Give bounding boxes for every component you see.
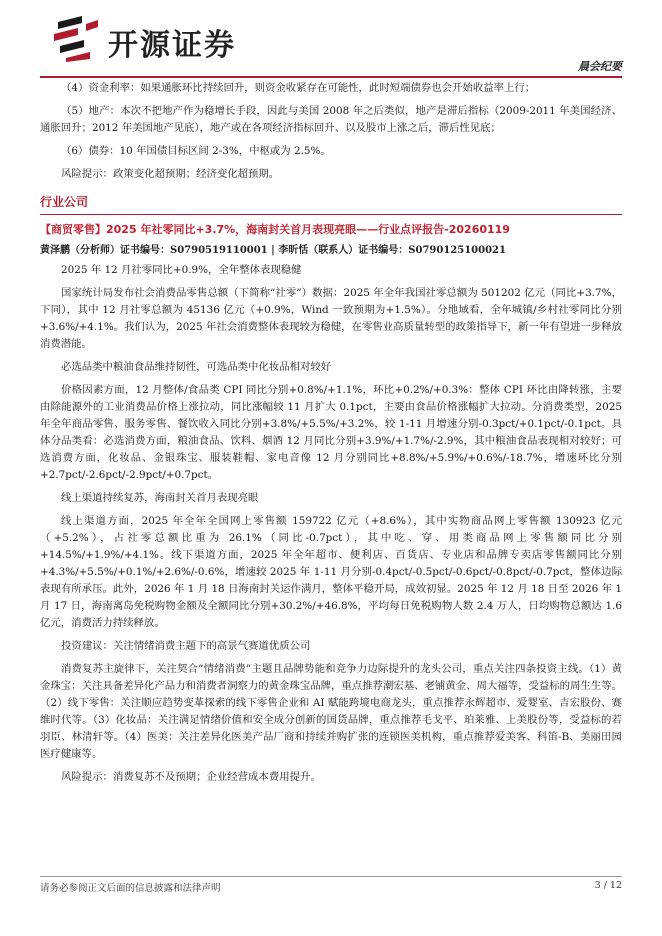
page-header xyxy=(0,0,662,78)
logo-text: 开源证券 xyxy=(108,28,236,63)
macro-point-4: （4）资金利率：如果通胀环比持续回升，则资金收紧存在可能性，此时短端债券也会开始收益率上行； xyxy=(61,82,536,94)
article-paragraph-4: 消费复苏主旋律下，关注契合“情绪消费”主题且品牌势能和竞争力边际提升的龙头公司，重点关注四条投资主线。（1）黄金珠宝：关注具备差异化产品力和消费者洞察力的黄金珠宝品牌，重点推荐潮宏基、老铺黄金、周大福等，受益标的周生生等。（2）线下零售：关注顺应趋势变革探索的线下零售企业和 AI 赋能跨境电商龙头，重点推荐永辉超市、爱婴室、吉宏股份、赛维时代等。（3）化妆品：关注满足情绪价值和安全成分创新的国货品牌，重点推荐毛戈平、珀莱雅、上美股份等，受益标的若羽臣、林清轩等。（4）医美：关注差异化医美产品厂商和持续并购扩张的连锁医美机构，重点推荐爱美客、科笛-B、美丽田园医疗健康等。 xyxy=(40,663,622,760)
section-title: 行业公司 xyxy=(40,193,622,215)
footer-divider xyxy=(40,876,622,877)
article-paragraph-3: 线上渠道方面，2025 年全年全国网上零售额 159722 亿元（+8.6%），其中实物商品网上零售额 130923 亿元（+5.2%），占社零总额比重为 26.1%（同比-0.7pct），其中吃、穿、用类商品网上零售额同比分别+14.5%/+1.9%/+4.1%。线下渠道方面，2025 年全年超市、便利店、百货店、专业店和品牌专卖店零售额同比分别+4.3%/+5.5%/+0.1%/+2.6%/-0.6%，增速较 2025 年 1-11 月分别-0.4pct/-0.5pct/-0.6pct/-0.8pct/-0.7pct，整体边际表现有所承压。此外，2026 年 1 月 18 日海南封关运作满月，整体平稳开局，成效初显。2025 年 12 月 18 日至 2026 年 1 月 17 日，海南离岛免税购物金额及全额同比分别+30.2%/+46.8%，平均每日免税购物人数 2.4 万人，日均购物总额达 1.6 亿元，消费活力持续释放。 xyxy=(40,515,622,629)
article-subheading-4: 投资建议：关注情绪消费主题下的高景气赛道优质公司 xyxy=(61,640,311,652)
article-paragraph-1: 国家统计局发布社会消费品零售总额（下简称“社零”）数据：2025 年全年我国社零总额为 501202 亿元（同比+3.7%，下同），其中 12 月社零总额为 45136 亿元（+0.9%，Wind 一致预期为+1.5%）。分地域看，全年城镇/乡村社零同比分别+3.6%/+4.1%。我们认为，2025 年社会消费整体表现较为稳健，在零售业高质量转型的政策指导下，新一年有望进一步释放消费潜能。 xyxy=(40,287,622,350)
kaiyuan-logo-icon xyxy=(52,14,104,62)
page-number: 3 / 12 xyxy=(594,880,622,891)
report-type-label: 晨会纪要 xyxy=(578,60,622,73)
article-subheading-3: 线上渠道持续复苏，海南封关首月表现亮眼 xyxy=(61,492,259,504)
article-authors: 黄泽鹏（分析师）证书编号：S0790519110001 | 李昕恬（联系人）证书编号：S0790125100021 xyxy=(40,245,506,256)
header-divider xyxy=(40,76,622,78)
article-risk-note: 风险提示：消费复苏不及预期；企业经营成本费用提升。 xyxy=(61,771,321,783)
macro-risk-note: 风险提示：政策变化超预期；经济变化超预期。 xyxy=(61,168,280,180)
article-paragraph-2: 价格因素方面，12 月整体/食品类 CPI 同比分别+0.8%/+1.1%，环比+0.2%/+0.3%：整体 CPI 环比由降转涨，主要由除能源外的工业消费品价格上涨拉动，同比涨幅较 11 月扩大 0.1pct，主要由食品价格涨幅扩大拉动。分消费类型，2025 年全年商品零售、服务零售、餐饮收入同比分别+3.8%/+5.5%/+3.2%，较 1-11 月增速分别-0.3pct/+0.1pct/-0.1pct。具体分品类看：必选消费方面，粮油食品、饮料、烟酒 12 月同比分别+3.9%/+1.7%/-2.9%，其中粮油食品表现相对较好；可选消费方面，化妆品、金银珠宝、服装鞋帽、家电音像 12 月分别同比+8.8%/+5.9%/+0.6%/-18.7%，增速环比分别+2.7pct/-2.6pct/-2.9pct/+0.7pct。 xyxy=(40,384,622,481)
article-subheading-2: 必选品类中粮油食品维持韧性，可选品类中化妆品相对较好 xyxy=(61,361,332,373)
macro-point-6: （6）债券：10 年国债目标区间 2-3%，中枢或为 2.5%。 xyxy=(61,145,331,157)
footer-disclaimer: 请务必参阅正文后面的信息披露和法律声明 xyxy=(40,883,221,894)
macro-point-5: （5）地产：本次不把地产作为稳增长手段，因此与美国 2008 年之后类似，地产是滞后指标（2009-2011 年美国经济、通胀回升；2012 年美国地产见底），地产或在各项经济指标回升、以及股市上涨之后，滞后性见底； xyxy=(40,105,622,134)
main-content xyxy=(40,80,622,786)
article-subheading-1: 2025 年 12 月社零同比+0.9%，全年整体表现稳健 xyxy=(61,264,302,276)
article-title: 【商贸零售】2025 年社零同比+3.7%，海南封关首月表现亮眼——行业点评报告-20260119 xyxy=(40,223,510,236)
